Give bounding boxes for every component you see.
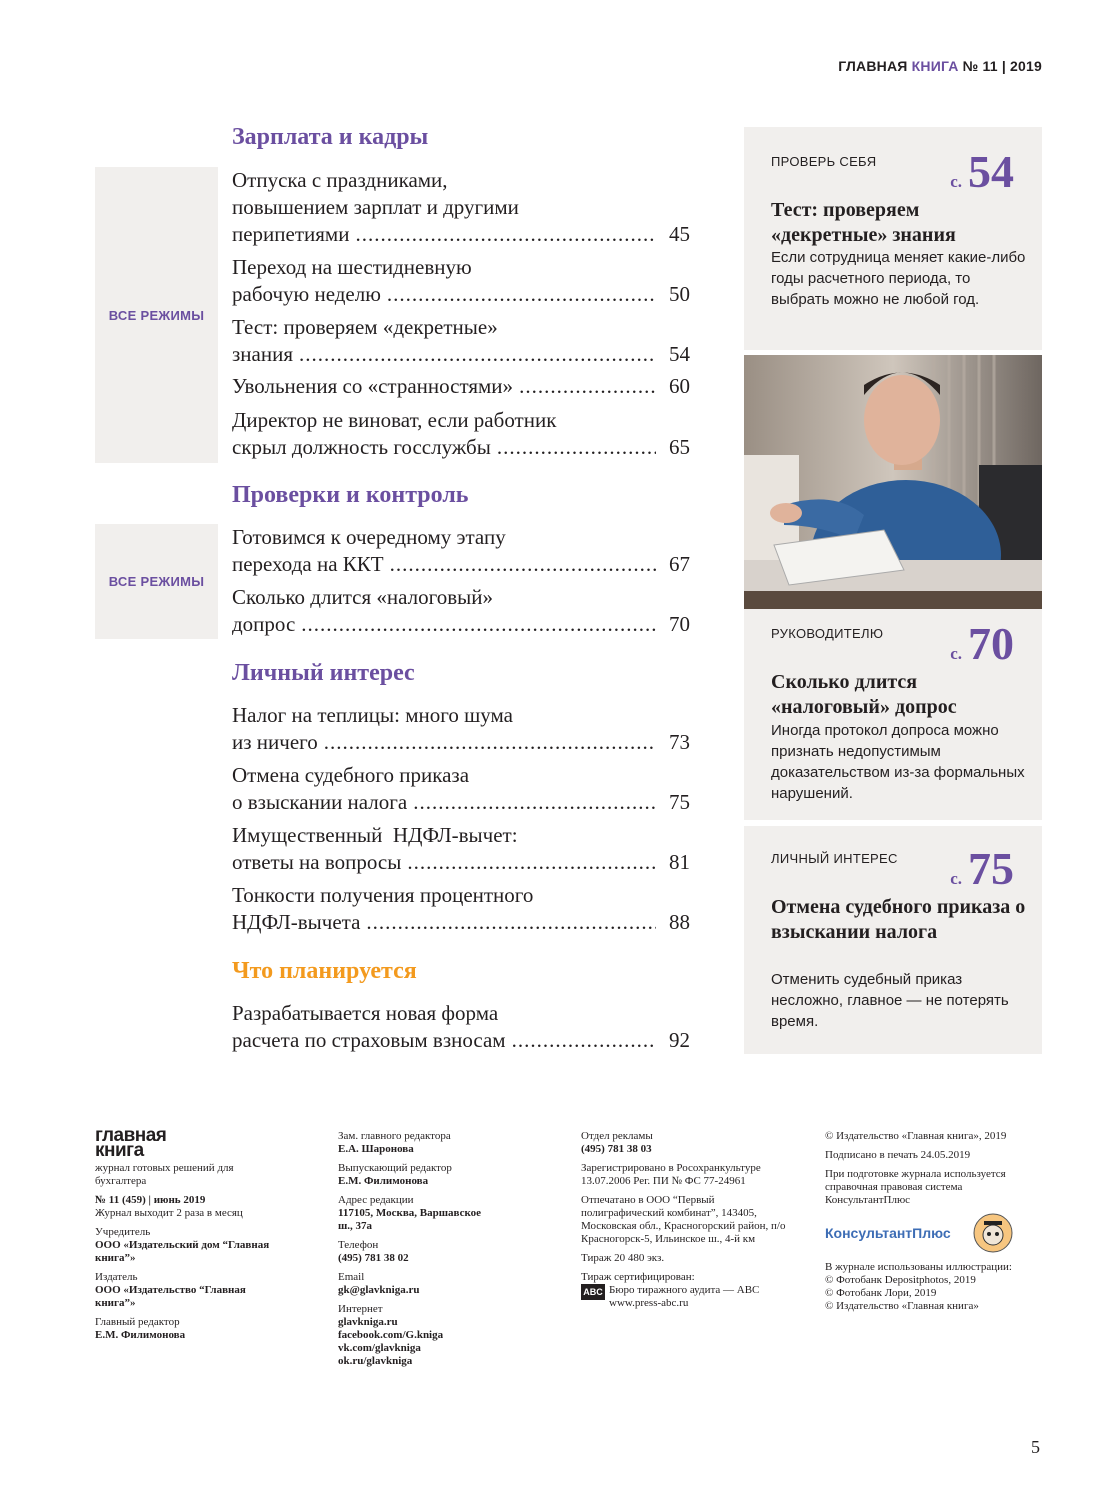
chief-editor: Е.М. Филимонова: [95, 1329, 186, 1341]
entry-text: допрос: [232, 612, 296, 636]
site-link[interactable]: vk.com/glavkniga: [338, 1342, 421, 1354]
toc-entry[interactable]: [232, 254, 690, 308]
entry-text: перипетиями: [232, 222, 350, 246]
imprint-column-3: [581, 1130, 786, 1310]
issue-line: № 11 (459) | июнь 2019: [95, 1194, 206, 1206]
page-prefix: с.: [950, 644, 962, 663]
regime-label: ВСЕ РЕЖИМЫ: [95, 167, 218, 463]
page-ref: 50: [669, 282, 690, 306]
page-ref: 45: [669, 222, 690, 246]
leader-dots: [413, 789, 656, 816]
ads-phone: (495) 781 38 03: [581, 1143, 652, 1155]
toc-entry[interactable]: [232, 1000, 690, 1054]
internet-label: Интернет: [338, 1303, 383, 1315]
founder: ООО «Издательский дом “Главная книга”»: [95, 1239, 270, 1264]
card-page-number: 54: [968, 146, 1014, 197]
page-ref: 60: [669, 374, 690, 398]
entry-text: расчета по страховым взносам: [232, 1028, 506, 1052]
address-label: Адрес редакции: [338, 1194, 414, 1206]
entry-line: Отпуска с праздниками,: [232, 168, 448, 192]
leader-dots: [512, 1027, 656, 1054]
email-label: Email: [338, 1271, 365, 1283]
page-ref: 70: [669, 612, 690, 636]
printing-house: Отпечатано в ООО “Первый полиграфический комбинат”, 143405, Московская обл., Красногорский район, п/о Красногорск-5, Ильинское ш., 4-й км: [581, 1194, 786, 1245]
toc-entry[interactable]: [232, 702, 690, 756]
card-rubric: РУКОВОДИТЕЛЮ: [771, 626, 884, 641]
page-prefix: с.: [950, 172, 962, 191]
leader-dots: [324, 729, 656, 756]
entry-text: о взыскании налога: [232, 790, 408, 814]
card-text: Если сотрудница меняет какие-либо годы расчетного периода, то выбрать можно не любой год.: [771, 249, 1026, 308]
entry-line: Имущественный НДФЛ-вычет:: [232, 823, 518, 847]
card-page-number: 70: [968, 618, 1014, 669]
entry-text: НДФЛ-вычета: [232, 910, 361, 934]
page-ref: 92: [669, 1028, 690, 1052]
section-title: Личный интерес: [232, 660, 415, 686]
card-text: Отменить судебный приказ несложно, главное — не потерять время.: [771, 971, 1009, 1030]
entry-line: повышением зарплат и другими: [232, 195, 519, 219]
signed-date: Подписано в печать 24.05.2019: [825, 1149, 971, 1161]
entry-line: Отмена судебного приказа: [232, 763, 470, 787]
illustrations-label: В журнале использованы иллюстрации:: [825, 1261, 1012, 1273]
feature-card[interactable]: [744, 127, 1042, 350]
leader-dots: [387, 281, 656, 308]
deputy-editor: Е.А. Шаронова: [338, 1143, 414, 1155]
feature-card[interactable]: [744, 826, 1042, 1054]
entry-text: знания: [232, 342, 293, 366]
leader-dots: [497, 434, 656, 461]
site-link[interactable]: glavkniga.ru: [338, 1316, 398, 1328]
tagline: журнал готовых решений для бухгалтера: [95, 1162, 234, 1187]
certified-label: Тираж сертифицирован:: [581, 1271, 695, 1283]
deputy-label: Зам. главного редактора: [338, 1130, 451, 1142]
entry-text: перехода на ККТ: [232, 552, 384, 576]
ads-label: Отдел рекламы: [581, 1130, 653, 1142]
site-link[interactable]: ok.ru/glavkniga: [338, 1355, 413, 1367]
toc-entry[interactable]: [232, 167, 690, 248]
imprint-column-2: [338, 1130, 538, 1368]
release-label: Выпускающий редактор: [338, 1162, 452, 1174]
email-link[interactable]: gk@glavkniga.ru: [338, 1284, 420, 1296]
audit-site-link[interactable]: www.press-abc.ru: [609, 1297, 689, 1309]
illustration-credit: © Фотобанк Лори, 2019: [825, 1287, 937, 1299]
leader-dots: [366, 909, 656, 936]
release-editor: Е.М. Филимонова: [338, 1175, 429, 1187]
registration: Зарегистрировано в Росохранкультуре 13.07.2006 Рег. ПИ № ФС 77-24961: [581, 1162, 761, 1187]
regime-label: ВСЕ РЕЖИМЫ: [95, 524, 218, 639]
entry-text: рабочую неделю: [232, 282, 381, 306]
entry-text: скрыл должность госслужбы: [232, 435, 491, 459]
toc-entry[interactable]: [232, 584, 690, 638]
phone-label: Телефон: [338, 1239, 379, 1251]
page-ref: 54: [669, 342, 690, 366]
entry-line: Тест: проверяем «декретные»: [232, 315, 498, 339]
address: 117105, Москва, Варшавское ш., 37а: [338, 1207, 482, 1232]
entry-line: Переход на шестидневную: [232, 255, 472, 279]
founder-label: Учредитель: [95, 1226, 151, 1238]
page-ref: 65: [669, 435, 690, 459]
chief-label: Главный редактор: [95, 1316, 180, 1328]
page-ref: 81: [669, 850, 690, 874]
page-ref: 67: [669, 552, 690, 576]
entry-text: ответы на вопросы: [232, 850, 402, 874]
imprint-column-4: [825, 1130, 1025, 1313]
consultant-logo-text: КонсультантПлюс: [825, 1224, 951, 1241]
page-ref: 88: [669, 910, 690, 934]
card-rubric: ПРОВЕРЬ СЕБЯ: [771, 154, 877, 169]
consultant-mascot-icon: [973, 1213, 1013, 1253]
entry-line: Готовимся к очередному этапу: [232, 525, 506, 549]
section-title: Что планируется: [232, 958, 417, 984]
page-ref: 75: [669, 790, 690, 814]
leader-dots: [355, 221, 656, 248]
toc-entry[interactable]: [232, 822, 690, 876]
imprint-column-1: [95, 1125, 275, 1348]
section-title: Зарплата и кадры: [232, 124, 429, 150]
magazine-logo: главная книга: [95, 1125, 167, 1161]
toc-entry[interactable]: [232, 882, 690, 936]
card-rubric: ЛИЧНЫЙ ИНТЕРЕС: [771, 851, 898, 866]
feature-card[interactable]: [744, 609, 1042, 820]
page-prefix: с.: [950, 869, 962, 888]
entry-text: из ничего: [232, 730, 318, 754]
leader-dots: [407, 849, 656, 876]
illustration-credit: © Фотобанк Depositphotos, 2019: [825, 1274, 976, 1286]
toc-entry[interactable]: [232, 524, 690, 578]
entry-line: Сколько длится «налоговый»: [232, 585, 493, 609]
leader-dots: [390, 551, 656, 578]
frequency: Журнал выходит 2 раза в месяц: [95, 1207, 243, 1219]
copyright: © Издательство «Главная книга», 2019: [825, 1130, 1007, 1142]
toc-entry[interactable]: [232, 373, 690, 400]
toc-entry[interactable]: [232, 314, 690, 368]
audit-bureau: Бюро тиражного аудита — ABC: [609, 1284, 760, 1296]
photo-man-with-document: [744, 355, 1042, 609]
entry-line: Налог на теплицы: много шума: [232, 703, 513, 727]
section-title: Проверки и контроль: [232, 482, 469, 508]
issue-label: № 11 | 2019: [962, 58, 1042, 74]
consultant-logo: [825, 1213, 1013, 1253]
entry-text: Увольнения со «странностями»: [232, 374, 514, 398]
card-title: Отмена судебного приказа о взыскании налога: [771, 896, 1026, 943]
leader-dots: [519, 373, 656, 400]
brand-main: ГЛАВНАЯ: [838, 58, 908, 74]
card-title: Сколько длится «налоговый» допрос: [771, 671, 957, 718]
page-number: 5: [1031, 1437, 1040, 1457]
running-header: [838, 58, 1042, 74]
abc-logo-icon: ABC: [581, 1284, 605, 1300]
phone: (495) 781 38 02: [338, 1252, 409, 1264]
toc-entry[interactable]: [232, 762, 690, 816]
leader-dots: [299, 341, 656, 368]
toc-entry[interactable]: [232, 407, 690, 461]
leader-dots: [301, 611, 656, 638]
card-page-number: 75: [968, 843, 1014, 894]
illustration-credit: © Издательство «Главная книга»: [825, 1300, 979, 1312]
entry-line: Директор не виноват, если работник: [232, 408, 557, 432]
publisher-label: Издатель: [95, 1271, 138, 1283]
card-title: Тест: проверяем «декретные» знания: [771, 199, 956, 246]
card-text: Иногда протокол допроса можно признать недопустимым доказательством из-за формальных нарушений.: [771, 722, 1025, 802]
circulation: Тираж 20 480 экз.: [581, 1252, 665, 1264]
entry-line: Разрабатывается новая форма: [232, 1001, 499, 1025]
entry-line: Тонкости получения процентного: [232, 883, 534, 907]
brand-accent: КНИГА: [911, 58, 959, 74]
consultant-note: При подготовке журнала используется справочная правовая система КонсультантПлюс: [825, 1168, 1006, 1206]
page-ref: 73: [669, 730, 690, 754]
site-link[interactable]: facebook.com/G.kniga: [338, 1329, 444, 1341]
publisher: ООО «Издательство “Главная книга”»: [95, 1284, 246, 1309]
